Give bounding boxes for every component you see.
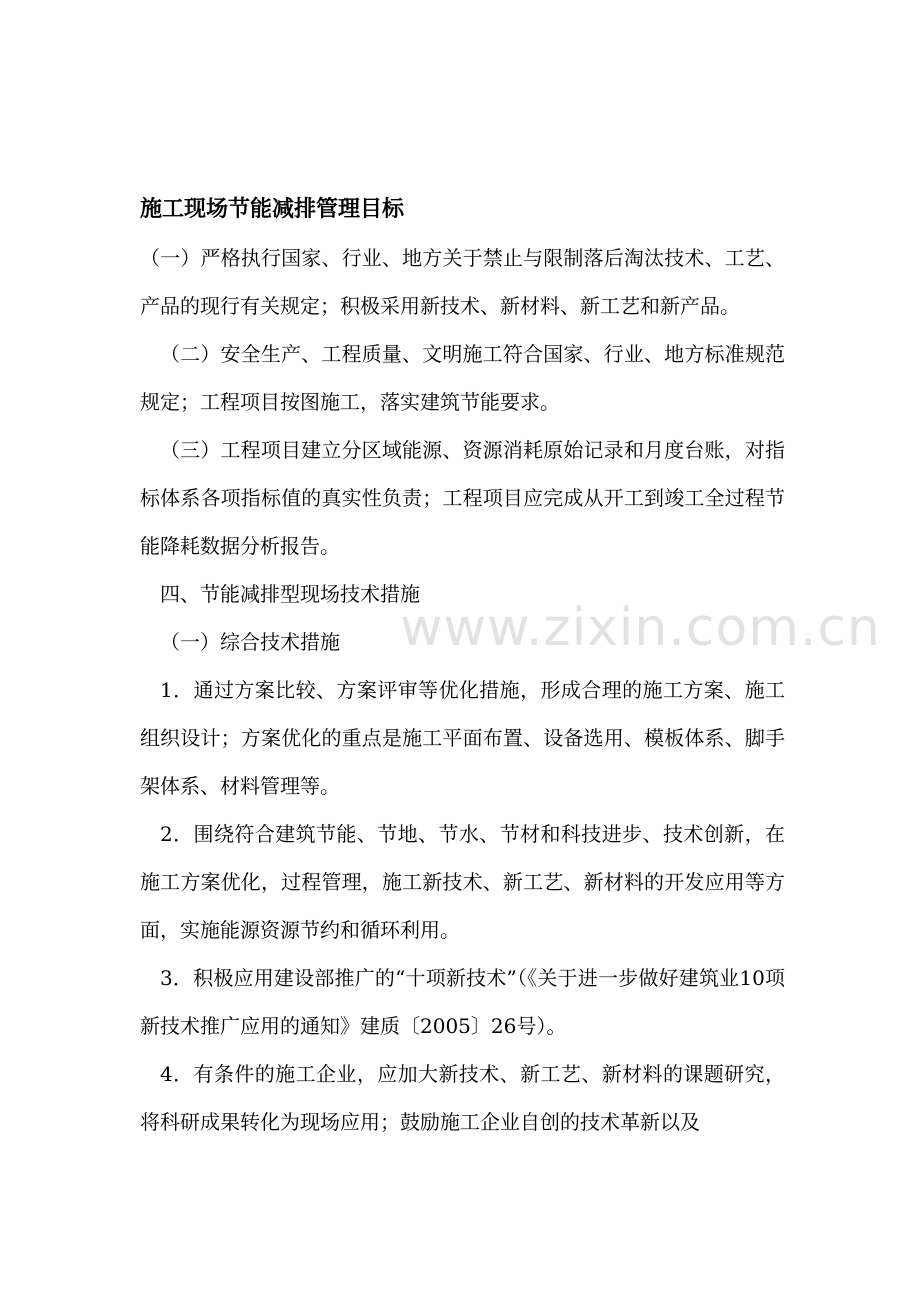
paragraph-item-1: 1．通过方案比较、方案评审等优化措施，形成合理的施工方案、施工组织设计；方案优化的重点是施工平面布置、设备选用、模板体系、脚手架体系、材料管理等。: [140, 678, 785, 798]
paragraph-item-4: 4．有条件的施工企业，应加大新技术、新工艺、新材料的课题研究，将科研成果转化为现场应用；鼓励施工企业自创的技术革新以及: [140, 1062, 785, 1134]
paragraph-1: （一）严格执行国家、行业、地方关于禁止与限制落后淘汰技术、工艺、产品的现行有关规定；积极采用新技术、新材料、新工艺和新产品。: [140, 246, 785, 318]
section-heading: 四、节能减排型现场技术措施: [160, 582, 420, 606]
paragraph-item-3: 3．积极应用建设部推广的“十项新技术”（《关于进一步做好建筑业10项新技术推广应用的通知》建质〔2005〕26号）。: [140, 966, 785, 1038]
document-body: [140, 234, 785, 1146]
subsection-heading: （一）综合技术措施: [160, 630, 340, 654]
paragraph-item-2: 2．围绕符合建筑节能、节地、节水、节材和科技进步、技术创新，在施工方案优化，过程管理，施工新技术、新工艺、新材料的开发应用等方面，实施能源资源节约和循环利用。: [140, 822, 785, 942]
document-title: 施工现场节能减排管理目标: [140, 197, 405, 222]
paragraph-2: （二）安全生产、工程质量、文明施工符合国家、行业、地方标准规范规定；工程项目按图施工，落实建筑节能要求。: [140, 342, 785, 414]
paragraph-3: （三）工程项目建立分区域能源、资源消耗原始记录和月度台账，对指标体系各项指标值的真实性负责；工程项目应完成从开工到竣工全过程节能降耗数据分析报告。: [140, 438, 785, 558]
watermark: www.zixin.com.cn: [400, 598, 881, 658]
